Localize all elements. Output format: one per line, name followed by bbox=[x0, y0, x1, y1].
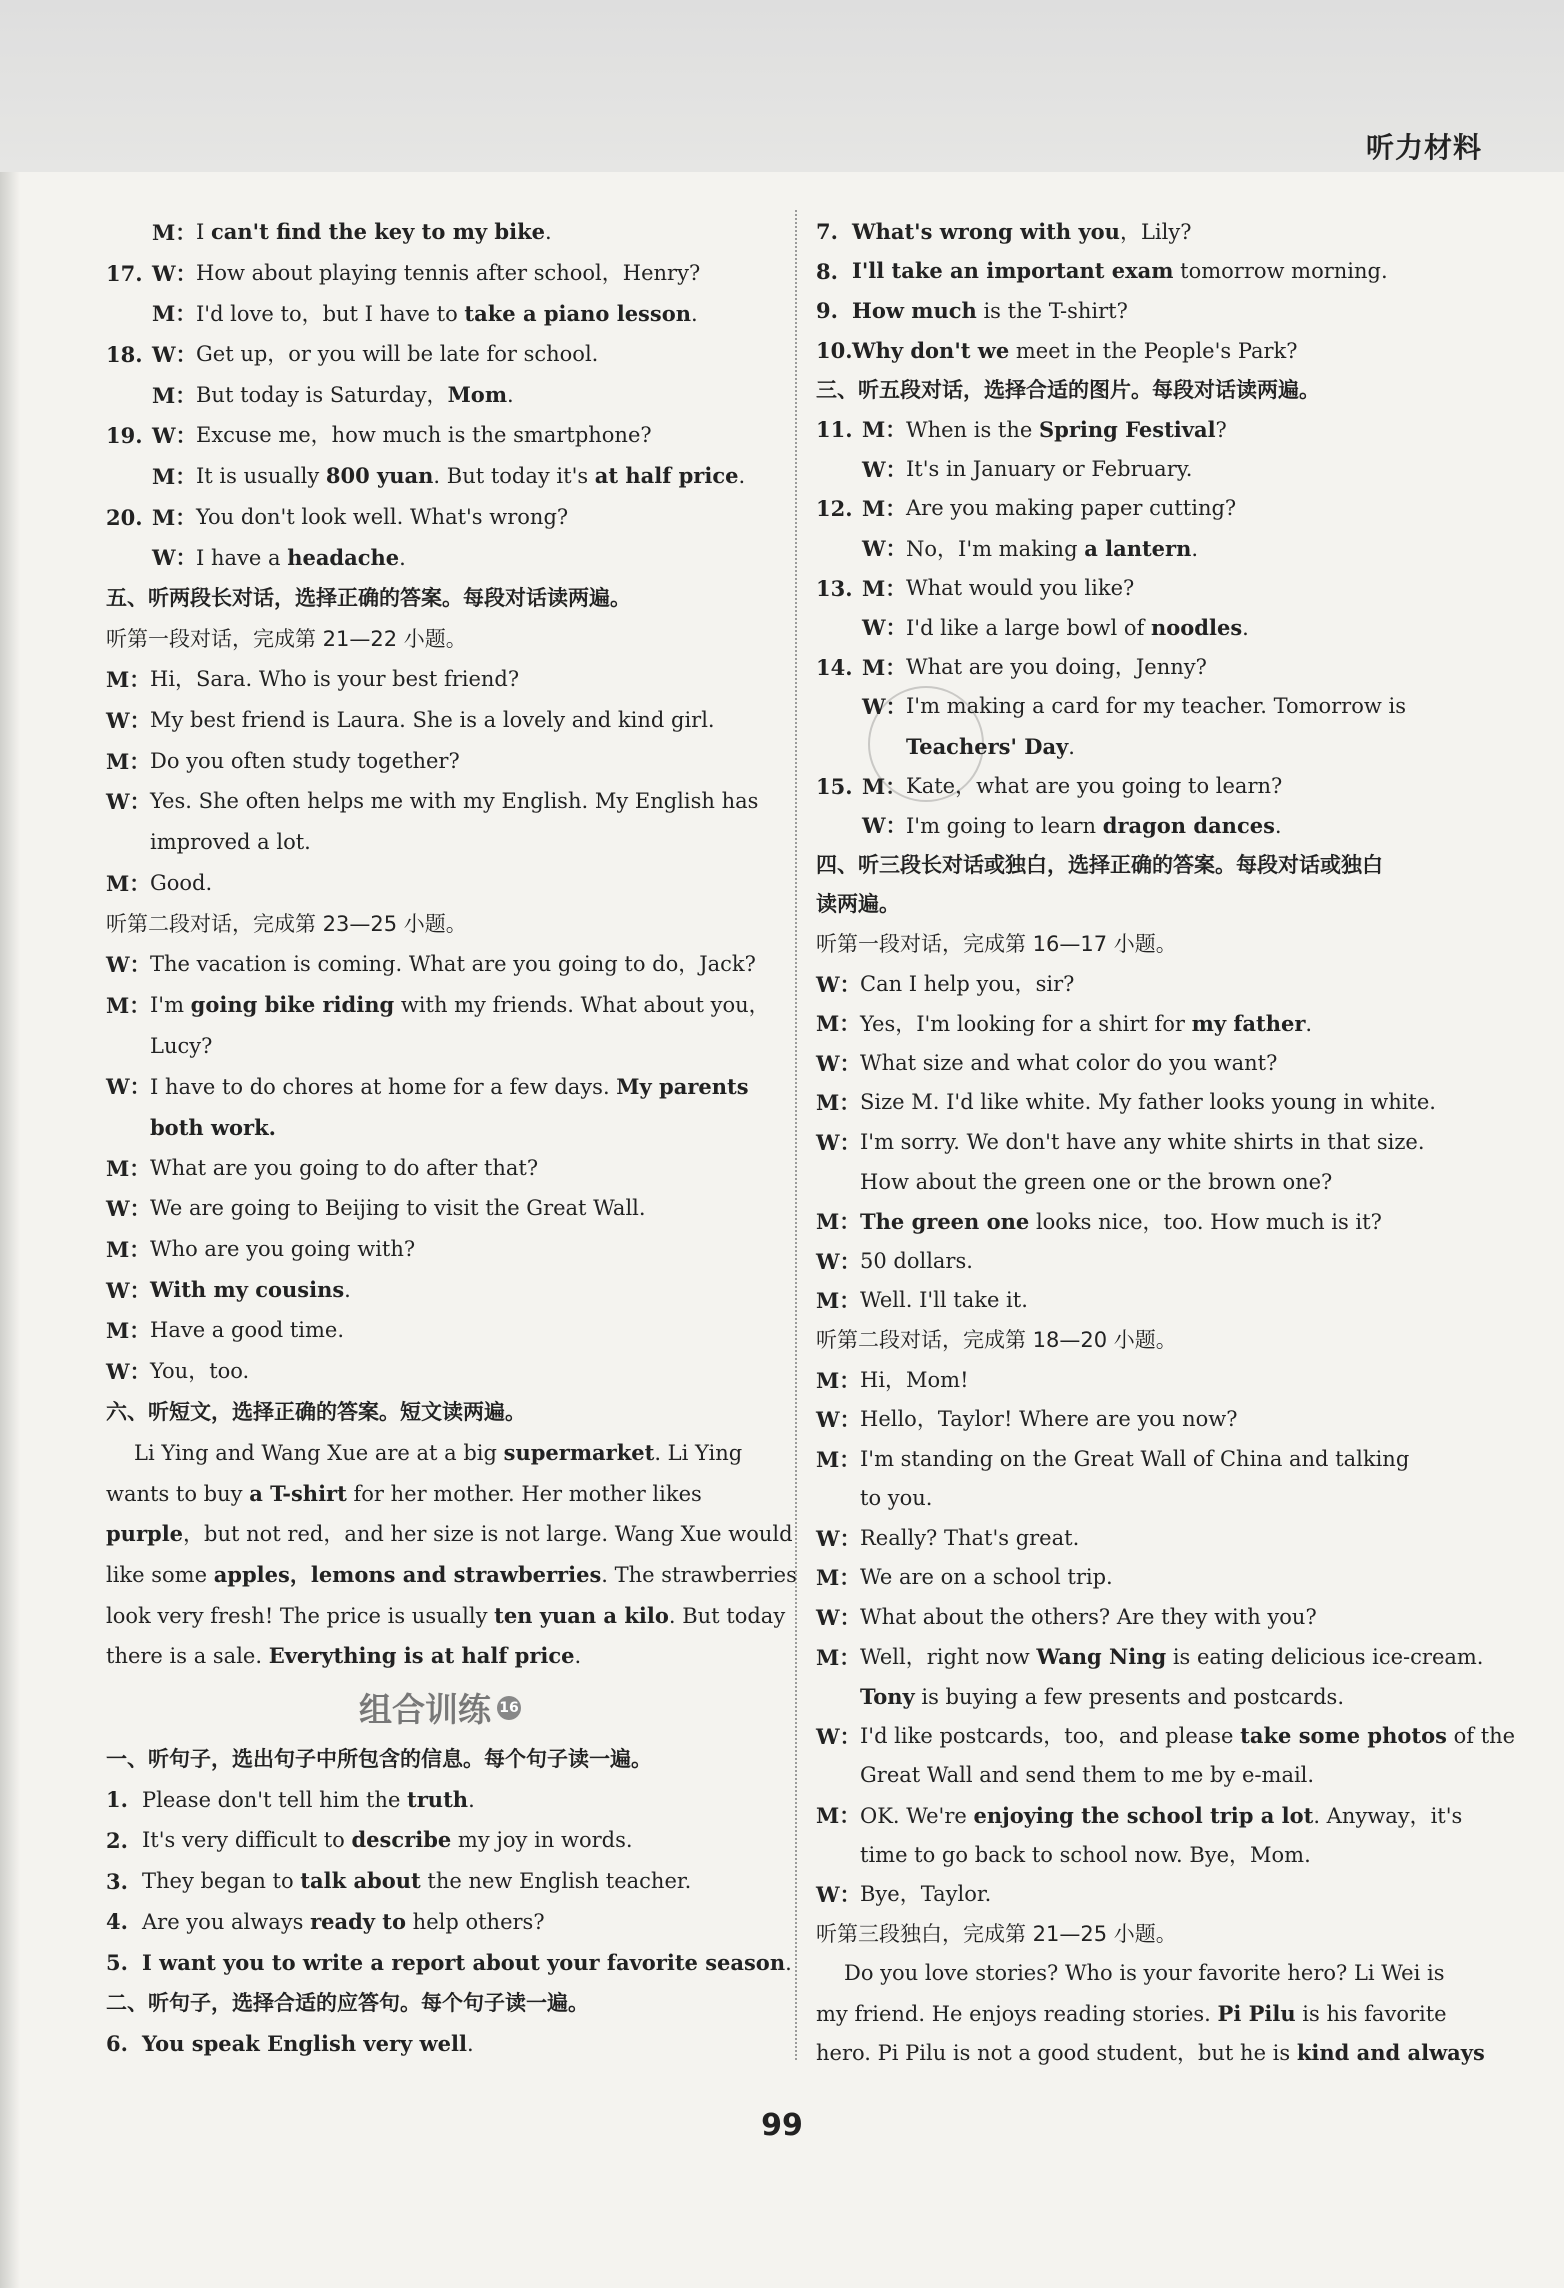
dialog-line: W： I'd like postcards，too，and please take some photos of the bbox=[816, 1723, 1516, 1749]
header-title: 听力材料 bbox=[1365, 131, 1482, 164]
dialog-line: M： I'm standing on the Great Wall of China and talking bbox=[816, 1446, 1410, 1472]
dialog-line: W： What about the others? Are they with you? bbox=[816, 1605, 1317, 1631]
dialog-line: M： I can't find the key to my bike. bbox=[152, 219, 552, 245]
dialog-line: M： I'm going bike riding with my friends. What about you， bbox=[106, 992, 770, 1018]
dialog-line: M： Hi，Mom! bbox=[816, 1367, 969, 1393]
sub-heading: 听第二段对话，完成第 23—25 小题。 bbox=[106, 911, 467, 936]
sentence-3: 3. They began to talk about the new English teacher. bbox=[106, 1868, 692, 1894]
dialog-line: W： I have a headache. bbox=[152, 544, 406, 571]
dialog-line-cont: How about the green one or the brown one? bbox=[860, 1169, 1333, 1194]
sentence-6: 6. You speak English very well. bbox=[106, 2030, 474, 2057]
dialog-line: W： With my cousins. bbox=[106, 1277, 351, 1303]
dialog-line: W： My best friend is Laura. She is a lovely and kind girl. bbox=[106, 708, 715, 734]
dialog-line: M： OK. We're enjoying the school trip a lot. Anyway，it's bbox=[816, 1802, 1463, 1829]
dialog-line: W： I'd like a large bowl of noodles. bbox=[862, 614, 1249, 641]
dialog-line: W： What size and what color do you want? bbox=[816, 1050, 1278, 1076]
question-19: 19. W： Excuse me，how much is the smartphone? bbox=[106, 423, 652, 449]
passage-line: hero. Pi Pilu is not a good student，but he is kind and always bbox=[816, 2040, 1485, 2066]
passage-line: wants to buy a T-shirt for her mother. Her mother likes bbox=[106, 1480, 702, 1506]
dialog-line-cont: improved a lot. bbox=[150, 830, 311, 855]
sentence-7: 7. What's wrong with you，Lily? bbox=[816, 218, 1192, 245]
passage-line: there is a sale. Everything is at half price. bbox=[106, 1643, 582, 1669]
dialog-line: W： I'm making a card for my teacher. Tomorrow is bbox=[862, 694, 1407, 720]
dialog-line: W： I'm sorry. We don't have any white shirts in that size. bbox=[816, 1129, 1425, 1155]
question-20: 20. M： You don't look well. What's wrong? bbox=[106, 504, 569, 530]
dialog-line: M： Good. bbox=[106, 870, 213, 896]
dialog-line: M： Hi，Sara. Who is your best friend? bbox=[106, 667, 520, 693]
dialog-line-cont: to you. bbox=[860, 1486, 933, 1511]
header-band bbox=[0, 0, 1564, 172]
group-title: 组合训练 16 bbox=[106, 1677, 774, 1739]
column-divider bbox=[795, 210, 797, 2060]
dialog-line-cont: Lucy? bbox=[150, 1033, 213, 1058]
dialog-line: M： Who are you going with? bbox=[106, 1237, 416, 1263]
passage-line: Li Ying and Wang Xue are at a big supermarket. Li Ying bbox=[134, 1439, 743, 1465]
page-number: 99 bbox=[761, 2108, 803, 2143]
question-12: 12. M： Are you making paper cutting? bbox=[816, 496, 1237, 522]
dialog-line-cont: time to go back to school now. Bye，Mom. bbox=[860, 1842, 1311, 1867]
sub-heading: 听第一段对话，完成第 16—17 小题。 bbox=[816, 931, 1177, 956]
dialog-line-cont: both work. bbox=[150, 1114, 276, 1140]
section-heading-4-cont: 读两遍。 bbox=[816, 892, 900, 917]
sub-heading: 听第一段对话，完成第 21—22 小题。 bbox=[106, 626, 467, 651]
sub-heading: 听第二段对话，完成第 18—20 小题。 bbox=[816, 1327, 1177, 1352]
dialog-line-cont: Teachers' Day. bbox=[906, 733, 1075, 759]
passage-line: look very fresh! The price is usually ten yuan a kilo. But today bbox=[106, 1602, 786, 1628]
right-column bbox=[816, 212, 1516, 2073]
passage-line: like some apples，lemons and strawberries. The strawberries bbox=[106, 1562, 797, 1588]
left-column bbox=[106, 212, 797, 2064]
question-17: 17. W： How about playing tennis after school，Henry? bbox=[106, 260, 701, 286]
question-11: 11. M： When is the Spring Festival? bbox=[816, 416, 1227, 443]
question-13: 13. M： What would you like? bbox=[816, 575, 1135, 601]
dialog-line-cont: Tony is buying a few presents and postcards. bbox=[860, 1683, 1344, 1709]
dialog-line: M： Well. I'll take it. bbox=[816, 1288, 1028, 1314]
dialog-line: W： It's in January or February. bbox=[862, 456, 1193, 482]
section-heading-3: 三、听五段对话，选择合适的图片。每段对话读两遍。 bbox=[816, 377, 1320, 402]
passage-line: my friend. He enjoys reading stories. Pi Pilu is his favorite bbox=[816, 2000, 1447, 2026]
dialog-line: W： Really? That's great. bbox=[816, 1525, 1080, 1551]
dialog-line: W： 50 dollars. bbox=[816, 1248, 973, 1274]
question-14: 14. M： What are you doing，Jenny? bbox=[816, 654, 1207, 680]
question-18: 18. W： Get up，or you will be late for school. bbox=[106, 341, 599, 367]
page-edge bbox=[0, 172, 20, 2288]
section-heading-6: 六、听短文，选择正确的答案。短文读两遍。 bbox=[106, 1399, 526, 1424]
dialog-line: W： Hello，Taylor! Where are you now? bbox=[816, 1407, 1238, 1433]
dialog-line-cont: Great Wall and send them to me by e-mail. bbox=[860, 1763, 1315, 1788]
sentence-10: 10. Why don't we meet in the People's Park? bbox=[816, 337, 1298, 364]
dialog-line: W： No，I'm making a lantern. bbox=[862, 535, 1199, 562]
dialog-line: W： The vacation is coming. What are you going to do，Jack? bbox=[106, 952, 756, 978]
dialog-line: W： You，too. bbox=[106, 1359, 250, 1385]
section-heading-5: 五、听两段长对话，选择正确的答案。每段对话读两遍。 bbox=[106, 586, 631, 611]
sentence-2: 2. It's very difficult to describe my joy in words. bbox=[106, 1827, 633, 1853]
dialog-line: M： Size M. I'd like white. My father looks young in white. bbox=[816, 1090, 1436, 1116]
dialog-line: W： Yes. She often helps me with my English. My English has bbox=[106, 789, 759, 815]
section-heading-4: 四、听三段长对话或独白，选择正确的答案。每段对话或独白 bbox=[816, 852, 1383, 877]
dialog-line: M： The green one looks nice，too. How much is it? bbox=[816, 1208, 1382, 1235]
section-heading-1: 一、听句子，选出句子中所包含的信息。每个句子读一遍。 bbox=[106, 1746, 652, 1771]
dialog-line: M： What are you going to do after that? bbox=[106, 1155, 539, 1181]
sentence-1: 1. Please don't tell him the truth. bbox=[106, 1786, 475, 1813]
dialog-line: M： Yes，I'm looking for a shirt for my father. bbox=[816, 1010, 1313, 1037]
sentence-8: 8. I'll take an important exam tomorrow morning. bbox=[816, 258, 1388, 284]
dialog-line: M： I'd love to，but I have to take a piano lesson. bbox=[152, 300, 698, 327]
dialog-line: W： I'm going to learn dragon dances. bbox=[862, 812, 1282, 839]
dialog-line: W： Bye，Taylor. bbox=[816, 1882, 992, 1908]
dialog-line: M： But today is Saturday，Mom. bbox=[152, 382, 514, 408]
dialog-line: M： It is usually 800 yuan. But today it's at half price. bbox=[152, 463, 746, 489]
dialog-line: M： Do you often study together? bbox=[106, 748, 460, 774]
dialog-line: W： I have to do chores at home for a few days. My parents bbox=[106, 1073, 749, 1100]
group-number-badge: 16 bbox=[497, 1696, 521, 1720]
dialog-line: M： We are on a school trip. bbox=[816, 1565, 1113, 1591]
dialog-line: W： We are going to Beijing to visit the Great Wall. bbox=[106, 1196, 646, 1222]
passage-line: purple，but not red，and her size is not large. Wang Xue would bbox=[106, 1521, 793, 1547]
dialog-line: M： Have a good time. bbox=[106, 1318, 345, 1344]
question-15: 15. M： Kate，what are you going to learn? bbox=[816, 773, 1283, 799]
dialog-line: W： Can I help you，sir? bbox=[816, 971, 1075, 997]
sub-heading: 听第三段独白，完成第 21—25 小题。 bbox=[816, 1921, 1177, 1946]
passage-line: Do you love stories? Who is your favorite hero? Li Wei is bbox=[844, 1961, 1445, 1986]
section-heading-2: 二、听句子，选择合适的应答句。每个句子读一遍。 bbox=[106, 1990, 589, 2015]
sentence-4: 4. Are you always ready to help others? bbox=[106, 1908, 545, 1935]
sentence-9: 9. How much is the T-shirt? bbox=[816, 297, 1128, 324]
dialog-line: M： Well，right now Wang Ning is eating delicious ice-cream. bbox=[816, 1644, 1484, 1670]
sentence-5: 5. I want you to write a report about your favorite season. bbox=[106, 1949, 792, 1976]
